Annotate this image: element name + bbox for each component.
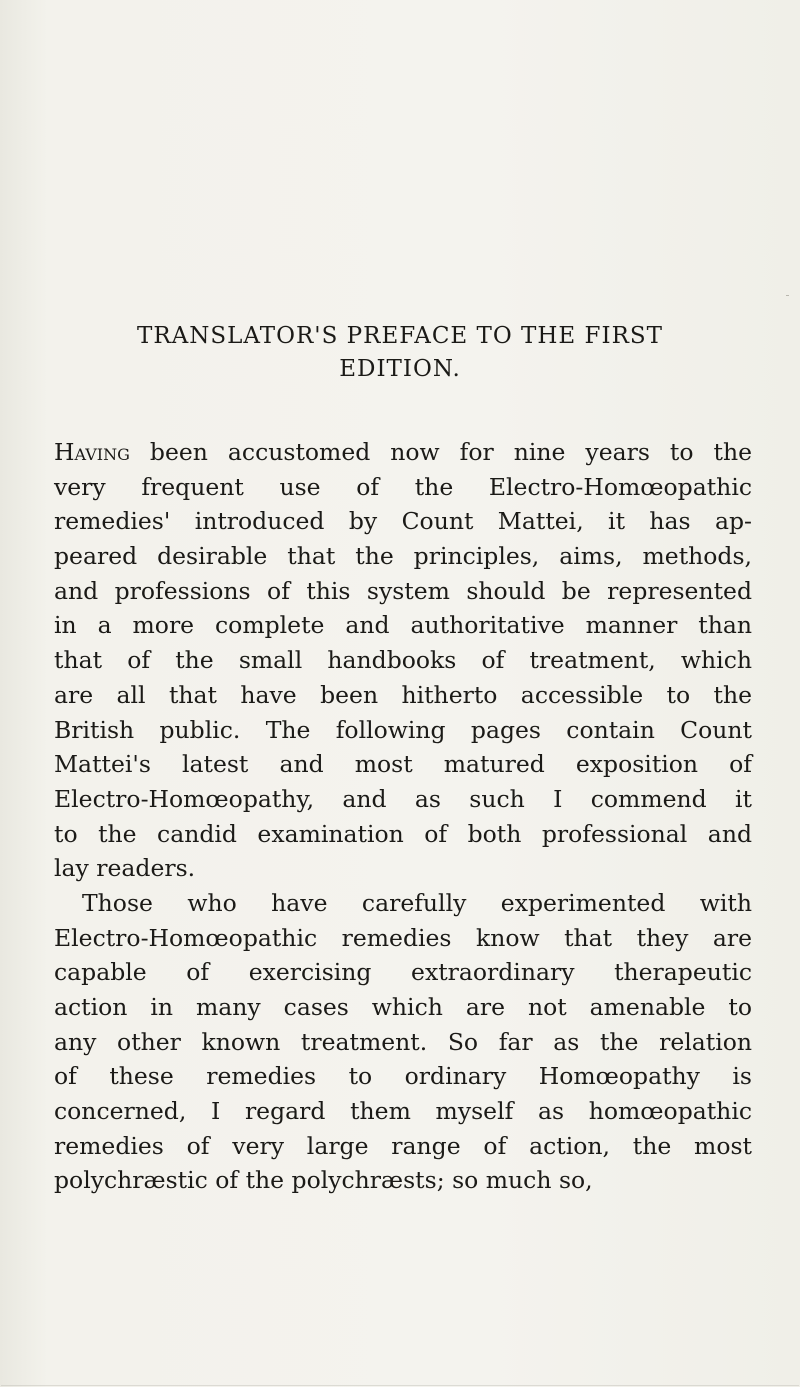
text-line: capable of exercising extraordinary therapeutic: [54, 958, 752, 987]
text-line: that of the small handbooks of treatment, which: [54, 646, 752, 675]
text-line: very frequent use of the Electro-Homœopathic: [54, 472, 752, 501]
text-line: polychræstic of the polychræsts; so much so,: [54, 1166, 593, 1195]
scan-edge-mark: [786, 295, 789, 296]
text-line: and professions of this system should be represented: [54, 576, 752, 605]
text-line: remedies of very large range of action, the most: [54, 1131, 752, 1160]
text-line: Having been accustomed now for nine years to the: [54, 438, 752, 466]
text-line: Electro-Homœopathy, and as such I commend it: [54, 784, 752, 813]
heading-line-1: TRANSLATOR'S PREFACE TO THE FIRST: [137, 323, 663, 349]
body-text: [54, 435, 752, 1198]
heading-line-2: EDITION.: [339, 356, 461, 382]
text-line: of these remedies to ordinary Homœopathy is: [54, 1062, 752, 1091]
text-line: any other known treatment. So far as the relation: [54, 1027, 752, 1056]
drop-lead-word: Having: [54, 438, 130, 466]
text-line: remedies' introduced by Count Mattei, it has ap-: [54, 507, 752, 536]
chapter-heading: [48, 320, 752, 386]
text-line: Mattei's latest and most matured exposition of: [54, 750, 752, 779]
text-line: action in many cases which are not amenable to: [54, 993, 752, 1021]
text-line: Those who have carefully experimented with: [82, 888, 752, 917]
text-line: are all that have been hitherto accessible to the: [54, 680, 752, 709]
text-line: British public. The following pages contain Count: [54, 715, 752, 744]
paragraph-2: [54, 886, 752, 1198]
text-line: concerned, I regard them myself as homœopathic: [54, 1097, 752, 1126]
text-line: Electro-Homœopathic remedies know that they are: [54, 923, 752, 952]
scan-edge-mark: [1, 1385, 799, 1386]
text-line: in a more complete and authoritative manner than: [54, 611, 752, 640]
text-line: to the candid examination of both professional and: [54, 819, 752, 848]
text-line: lay readers.: [54, 854, 196, 883]
paragraph-1: [54, 435, 752, 886]
text-line: peared desirable that the principles, aims, methods,: [54, 542, 752, 571]
